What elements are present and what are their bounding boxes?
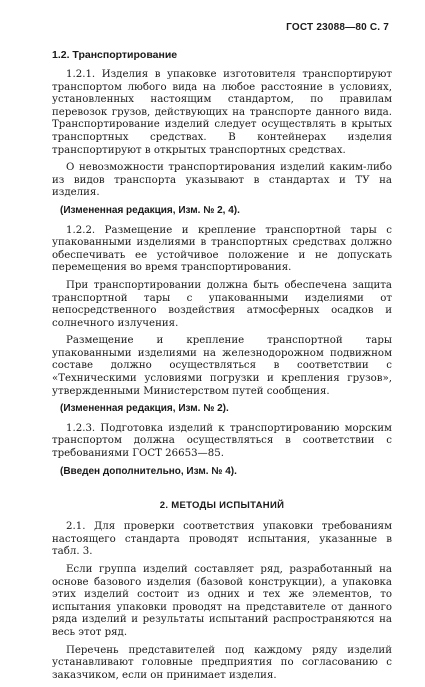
- paragraph-protection: При транспортировании должна быть обеспечена защита транспортной тары с упакованными изделиями от непосредственного воздействия атмосферных осадков и солнечного излучения.: [52, 279, 392, 329]
- amendment-note-3: (Введен дополнительно, Изм. № 4).: [60, 465, 237, 477]
- paragraph-representatives: Перечень представителей под каждому ряду изделий устанавливают головные предприятия по согласованию с заказчиком, если он принимает изделия.: [52, 644, 392, 681]
- amendment-note-2: (Измененная редакция, Изм. № 2).: [60, 403, 229, 415]
- document-body: [52, 45, 392, 687]
- paragraph-transport-impossible: О невозможности транспортирования изделий каким-либо из видов транспорта указывают в стандартах и ТУ на изделия.: [52, 162, 392, 199]
- paragraph-2-1: 2.1. Для проверки соответствия упаковки требованиям настоящего стандарта проводят испытания, указанные в табл. 3.: [52, 521, 392, 558]
- paragraph-1-2-1: 1.2.1. Изделия в упаковке изготовителя транспортируют транспортом любого вида на любое расстояние в условиях, установленных настоящим стандартом, по правилам перевозок грузов, действующих на транспорте данного вида. Транспортирование изделий следует осуществлять в крытых транспортных средствах. В контейнерах изделия транспортируют в открытых транспортных средствах.: [52, 69, 392, 156]
- page-header: ГОСТ 23088—80 С. 7: [286, 22, 389, 33]
- paragraph-1-2-2: 1.2.2. Размещение и крепление транспортной тары с упакованными изделиями в транспортных средствах должно обеспечивать ее устойчивое положение и не допускать перемещения во время транспортирования.: [52, 224, 392, 274]
- section-title-transport: 1.2. Транспортирование: [52, 49, 178, 61]
- paragraph-1-2-3: 1.2.3. Подготовка изделий к транспортированию морским транспортом должна осуществляться в соответствии с требованиями ГОСТ 26653—85.: [52, 422, 392, 460]
- section-title-test-methods: 2. МЕТОДЫ ИСПЫТАНИЙ: [159, 500, 285, 512]
- amendment-note-1: (Измененная редакция, Изм. № 2, 4).: [60, 204, 240, 216]
- paragraph-product-group: Если группа изделий составляет ряд, разработанный на основе базового изделия (базовой конструкции), а упаковка этих изделий состоит из одних и тех же элементов, то испытания упаковки проводят на представителе от данного ряда изделий и результаты испытаний распространяются на весь этот ряд.: [52, 564, 392, 638]
- paragraph-railway: Размещение и крепление транспортной тары упакованными изделиями на железнодорожном подвижном составе должно осуществляться в соответствии с «Техническими условиями погрузки и крепления грузов», утвержденными Министерством путей сообщения.: [52, 335, 392, 397]
